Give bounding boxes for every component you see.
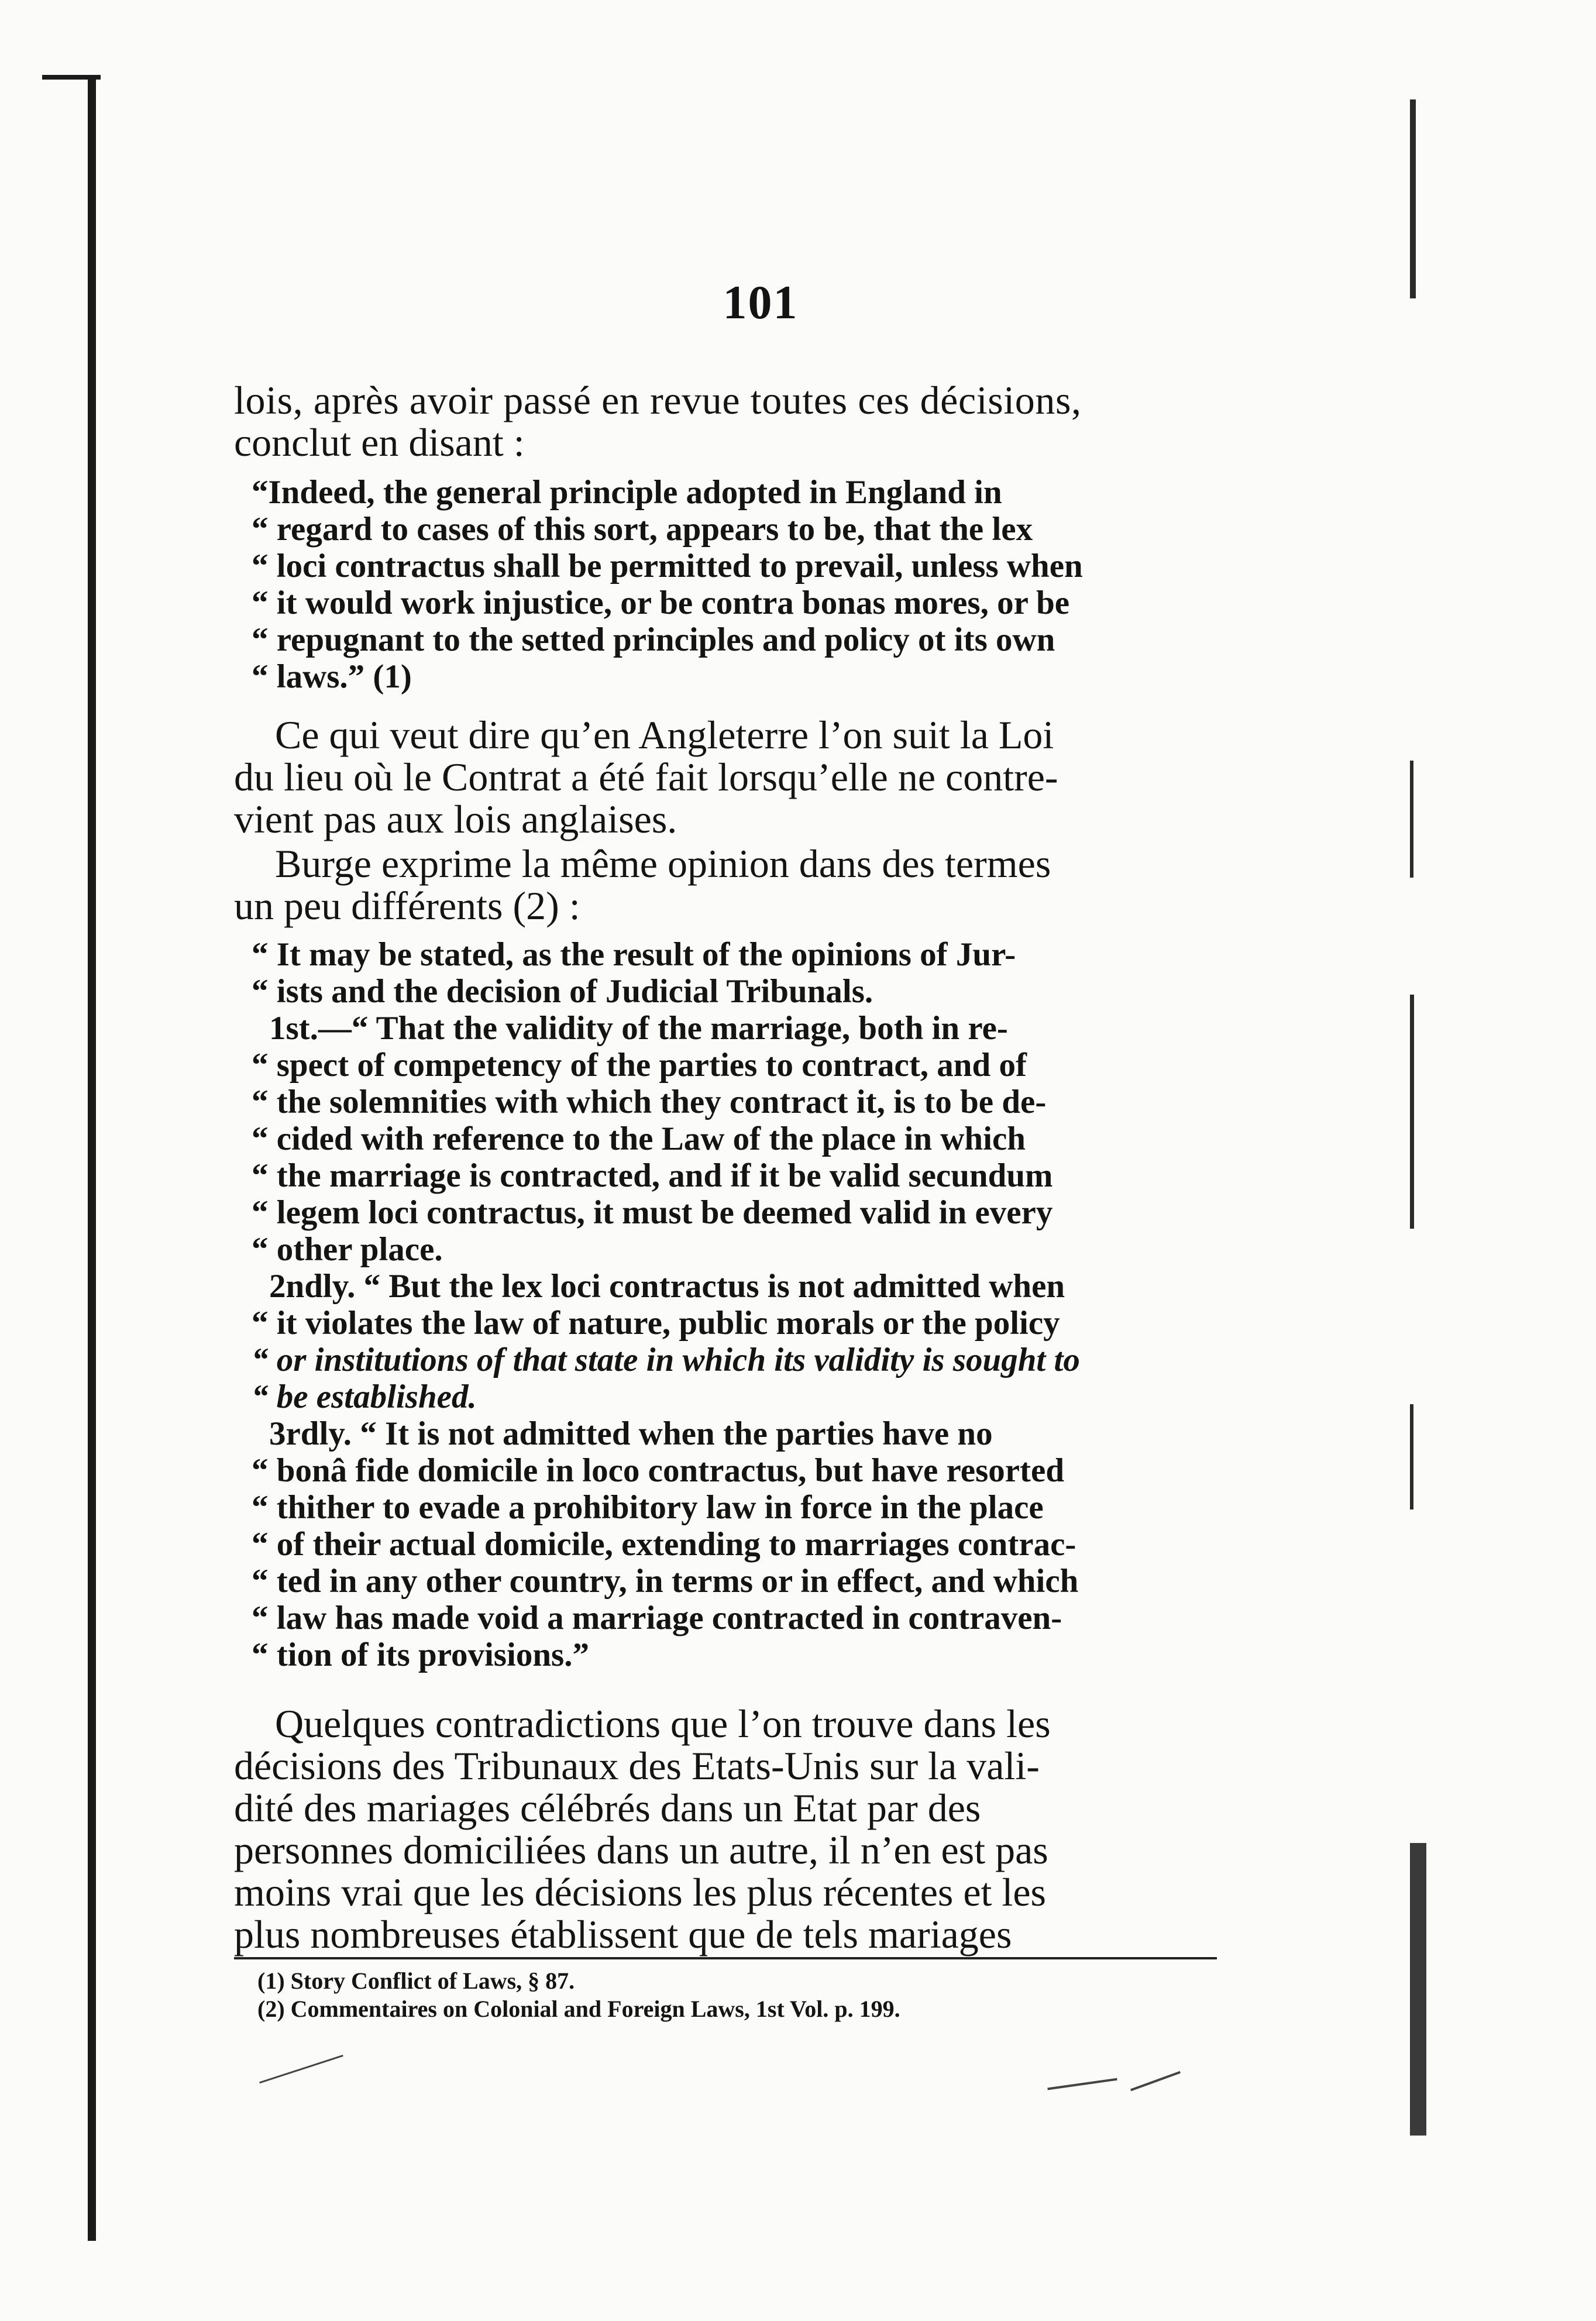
text-line: lois, après avoir passé en revue toutes ces décisions, bbox=[234, 378, 1082, 422]
quotation-story bbox=[252, 474, 1217, 695]
quote-line: “ ists and the decision of Judicial Tribunals. bbox=[252, 973, 873, 1010]
quote-line: “ spect of competency of the parties to contract, and of bbox=[252, 1047, 1027, 1084]
text-line: Quelques contradictions que l’on trouve dans les bbox=[275, 1701, 1051, 1746]
page-number: 101 bbox=[723, 276, 799, 329]
quote-line: 3rdly. “ It is not admitted when the parties have no bbox=[269, 1415, 993, 1452]
page-edge-shadow-right bbox=[1410, 1404, 1413, 1509]
quote-line: “ the solemnities with which they contract it, is to be de- bbox=[252, 1084, 1047, 1120]
intro-paragraph bbox=[234, 379, 1217, 463]
quote-line: “ ted in any other country, in terms or in effect, and which bbox=[252, 1563, 1079, 1600]
quote-line: 1st.—“ That the validity of the marriage, both in re- bbox=[269, 1010, 1008, 1047]
paragraph-etats-unis bbox=[234, 1703, 1217, 1955]
text-line: Ce qui veut dire qu’en Angleterre l’on suit la Loi bbox=[275, 713, 1054, 757]
text-line: dité des mariages célébrés dans un Etat par des bbox=[234, 1786, 981, 1830]
text-line: décisions des Tribunaux des Etats-Unis sur la vali- bbox=[234, 1744, 1040, 1788]
quote-line: “ loci contractus shall be permitted to prevail, unless when bbox=[252, 548, 1083, 584]
page-edge-shadow-right bbox=[1410, 995, 1414, 1229]
page-edge-shadow-right bbox=[1410, 761, 1413, 878]
quote-line: “Indeed, the general principle adopted in England in bbox=[252, 474, 1002, 511]
quote-line: “ legem loci contractus, it must be deemed valid in every bbox=[252, 1194, 1053, 1231]
quote-line: “ It may be stated, as the result of the opinions of Jur- bbox=[252, 936, 1016, 973]
quote-line: “ thither to evade a prohibitory law in force in the place bbox=[252, 1489, 1044, 1526]
text-line: conclut en disant : bbox=[234, 420, 525, 465]
quote-line: “ the marriage is contracted, and if it be valid secundum bbox=[252, 1157, 1053, 1194]
text-line: moins vrai que les décisions les plus récentes et les bbox=[234, 1870, 1046, 1914]
footnote-rule bbox=[234, 1957, 1217, 1959]
page-edge-shadow-right bbox=[1410, 99, 1416, 298]
scan-mark bbox=[1130, 2071, 1181, 2092]
footnotes bbox=[257, 1967, 1217, 2023]
quote-line: “ bonâ fide domicile in loco contractus, but have resorted bbox=[252, 1452, 1065, 1489]
quote-line: “ be established. bbox=[252, 1378, 477, 1415]
quote-line: “ it would work injustice, or be contra bonas mores, or be bbox=[252, 584, 1070, 621]
page-edge-shadow-top bbox=[42, 75, 101, 80]
quote-line: “ cided with reference to the Law of the place in which bbox=[252, 1120, 1026, 1157]
paragraph-angleterre bbox=[234, 714, 1217, 840]
quote-line: “ tion of its provisions.” bbox=[252, 1636, 589, 1673]
page-edge-shadow-right bbox=[1410, 1843, 1426, 2136]
text-line: un peu différents (2) : bbox=[234, 883, 580, 928]
footnote: (2) Commentaires on Colonial and Foreign Laws, 1st Vol. p. 199. bbox=[257, 1996, 900, 2022]
footnote: (1) Story Conflict of Laws, § 87. bbox=[257, 1968, 575, 1994]
page-edge-shadow-left bbox=[88, 76, 96, 2241]
quote-line: “ law has made void a marriage contracted in contraven- bbox=[252, 1600, 1062, 1636]
scan-mark bbox=[1047, 2078, 1117, 2090]
text-line: plus nombreuses établissent que de tels mariages bbox=[234, 1912, 1012, 1956]
scan-mark bbox=[259, 2055, 343, 2083]
quote-line: “ of their actual domicile, extending to marriages contrac- bbox=[252, 1526, 1076, 1563]
quote-line: “ other place. bbox=[252, 1231, 443, 1268]
text-line: du lieu où le Contrat a été fait lorsqu’elle ne contre- bbox=[234, 755, 1058, 799]
quote-line: “ laws.” (1) bbox=[252, 658, 412, 695]
quote-line: 2ndly. “ But the lex loci contractus is not admitted when bbox=[269, 1268, 1065, 1305]
text-line: vient pas aux lois anglaises. bbox=[234, 797, 677, 841]
text-line: Burge exprime la même opinion dans des termes bbox=[275, 841, 1051, 886]
quote-line: “ repugnant to the setted principles and policy ot its own bbox=[252, 621, 1055, 658]
quotation-burge bbox=[252, 936, 1217, 1673]
text-line: personnes domiciliées dans un autre, il n’en est pas bbox=[234, 1828, 1048, 1872]
paragraph-burge bbox=[234, 843, 1217, 927]
quote-line: “ it violates the law of nature, public morals or the policy bbox=[252, 1305, 1060, 1342]
quote-line: “ regard to cases of this sort, appears to be, that the lex bbox=[252, 511, 1033, 548]
quote-line: “ or institutions of that state in which its validity is sought to bbox=[252, 1342, 1080, 1378]
